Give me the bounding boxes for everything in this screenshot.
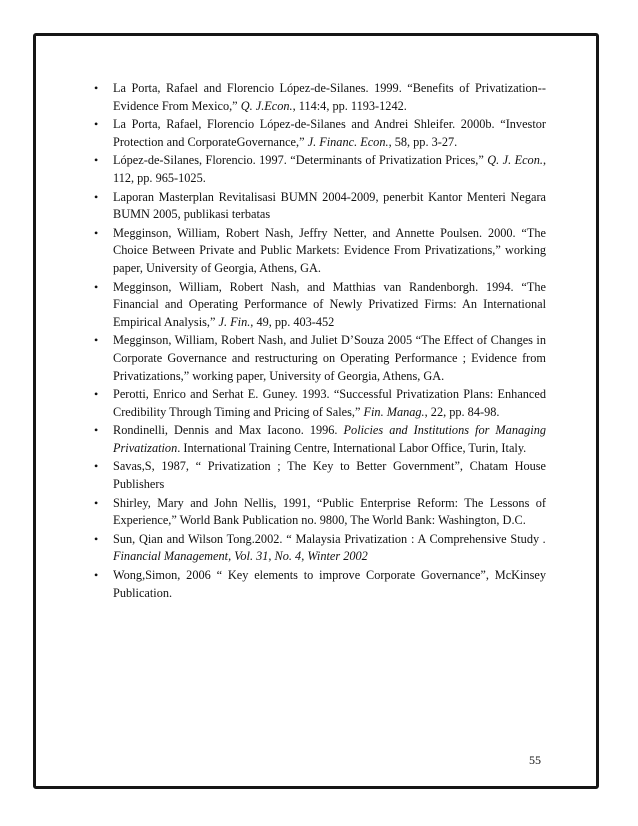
reference-text: Sun, Qian and Wilson Tong.2002. “ Malaysia Privatization : A Comprehensive Study: [113, 531, 543, 546]
bullet-icon: •: [94, 423, 99, 438]
bullet-icon: •: [94, 459, 99, 474]
reference-text: Shirley, Mary and John Nellis, 1991, “Public Enterprise Reform: The Lessons of Experience,” World Bank Publication no. 9800, The World Bank: Washington, D.C.: [113, 495, 546, 528]
reference-text: Wong,Simon, 2006 “ Key elements to improve Corporate Governance”, McKinsey Publication.: [113, 568, 546, 600]
reference-text: , 58, pp. 3-27.: [388, 134, 458, 149]
reference-item: [90, 422, 546, 457]
bullet-icon: •: [94, 153, 99, 168]
bullet-icon: •: [94, 117, 99, 132]
bullet-icon: •: [94, 279, 99, 294]
reference-italic-text: J. Fin.: [218, 314, 251, 329]
reference-text: Laporan Masterplan Revitalisasi BUMN 2004-2009, penerbit Kantor Menteri Negara BUMN 2005, publikasi terbatas: [113, 189, 546, 222]
reference-item: [90, 116, 546, 151]
reference-italic-text: . Financial Management, Vol. 31, No. 4, Winter 2002: [113, 531, 546, 564]
reference-item: [90, 225, 546, 278]
reference-text: , 49, pp. 403-452: [250, 314, 335, 329]
reference-text: Rondinelli, Dennis and Max Iacono. 1996.: [113, 423, 344, 438]
reference-text: . International Training Centre, International Labor Office, Turin, Italy.: [177, 440, 527, 455]
reference-text: Savas,S, 1987, “ Privatization ; The Key to Better Government”, Chatam House Publishers: [113, 459, 546, 492]
reference-item: [90, 80, 546, 115]
reference-italic-text: Q. J.Econ.: [240, 98, 293, 113]
page-number: 55: [529, 753, 541, 767]
bullet-icon: •: [94, 225, 99, 240]
reference-text: La Porta, Rafael, Florencio López-de-Silanes and Andrei Shleifer. 2000b. “Investor Protection and CorporateGovernance,”: [113, 117, 546, 149]
bullet-icon: •: [94, 333, 99, 348]
reference-text: , 114:4, pp. 1193-1242.: [292, 98, 407, 113]
bullet-icon: •: [94, 81, 99, 95]
bullet-icon: •: [94, 568, 99, 583]
reference-text: , 22, pp. 84-98.: [424, 404, 500, 419]
reference-item: [90, 332, 546, 385]
reference-text: , 112, pp. 965-1025.: [113, 153, 547, 185]
reference-text: Perotti, Enrico and Serhat E. Guney. 1993. “Successful Privatization Plans: Enhanced Credibility Through Timing and Pricing of Sales,”: [113, 387, 546, 419]
reference-italic-text: Q. J. Econ.: [487, 153, 543, 168]
reference-item: [90, 279, 546, 332]
bullet-icon: •: [94, 387, 99, 402]
reference-italic-text: Policies and Institutions for Managing Privatization: [113, 423, 546, 455]
reference-item: [90, 458, 546, 493]
reference-italic-text: J. Financ. Econ.: [307, 134, 389, 149]
reference-text: La Porta, Rafael and Florencio López-de-Silanes. 1999. “Benefits of Privatization--Evidence From Mexico,”: [113, 81, 546, 113]
reference-item: [90, 567, 546, 602]
reference-item: [90, 152, 546, 187]
reference-text: Megginson, William, Robert Nash, Jeffry Netter, and Annette Poulsen. 2000. “The Choice Between Private and Public Markets: Evidence From Privatizations,” working paper, University of Georgia, Athens, GA.: [113, 225, 546, 275]
reference-item: [90, 189, 546, 224]
reference-item: [90, 531, 546, 566]
reference-text: Megginson, William, Robert Nash, and Juliet D’Souza 2005 “The Effect of Changes in Corporate Governance and restructuring on Operating Performance ; Evidence from Privatizations,” working paper, University of Georgia, Athens, GA.: [113, 333, 546, 383]
reference-text: López-de-Silanes, Florencio. 1997. “Determinants of Privatization Prices,”: [113, 153, 488, 168]
reference-item: [90, 495, 546, 530]
reference-list: [90, 80, 546, 603]
reference-item: [90, 386, 546, 421]
bullet-icon: •: [94, 189, 99, 204]
reference-text: Megginson, William, Robert Nash, and Matthias van Randenborgh. 1994. “The Financial and Operating Performance of Newly Privatized Firms: An International Empirical Analysis,”: [113, 279, 546, 329]
bullet-icon: •: [94, 495, 99, 510]
bullet-icon: •: [94, 531, 99, 546]
reference-italic-text: Fin. Manag.: [363, 404, 425, 419]
